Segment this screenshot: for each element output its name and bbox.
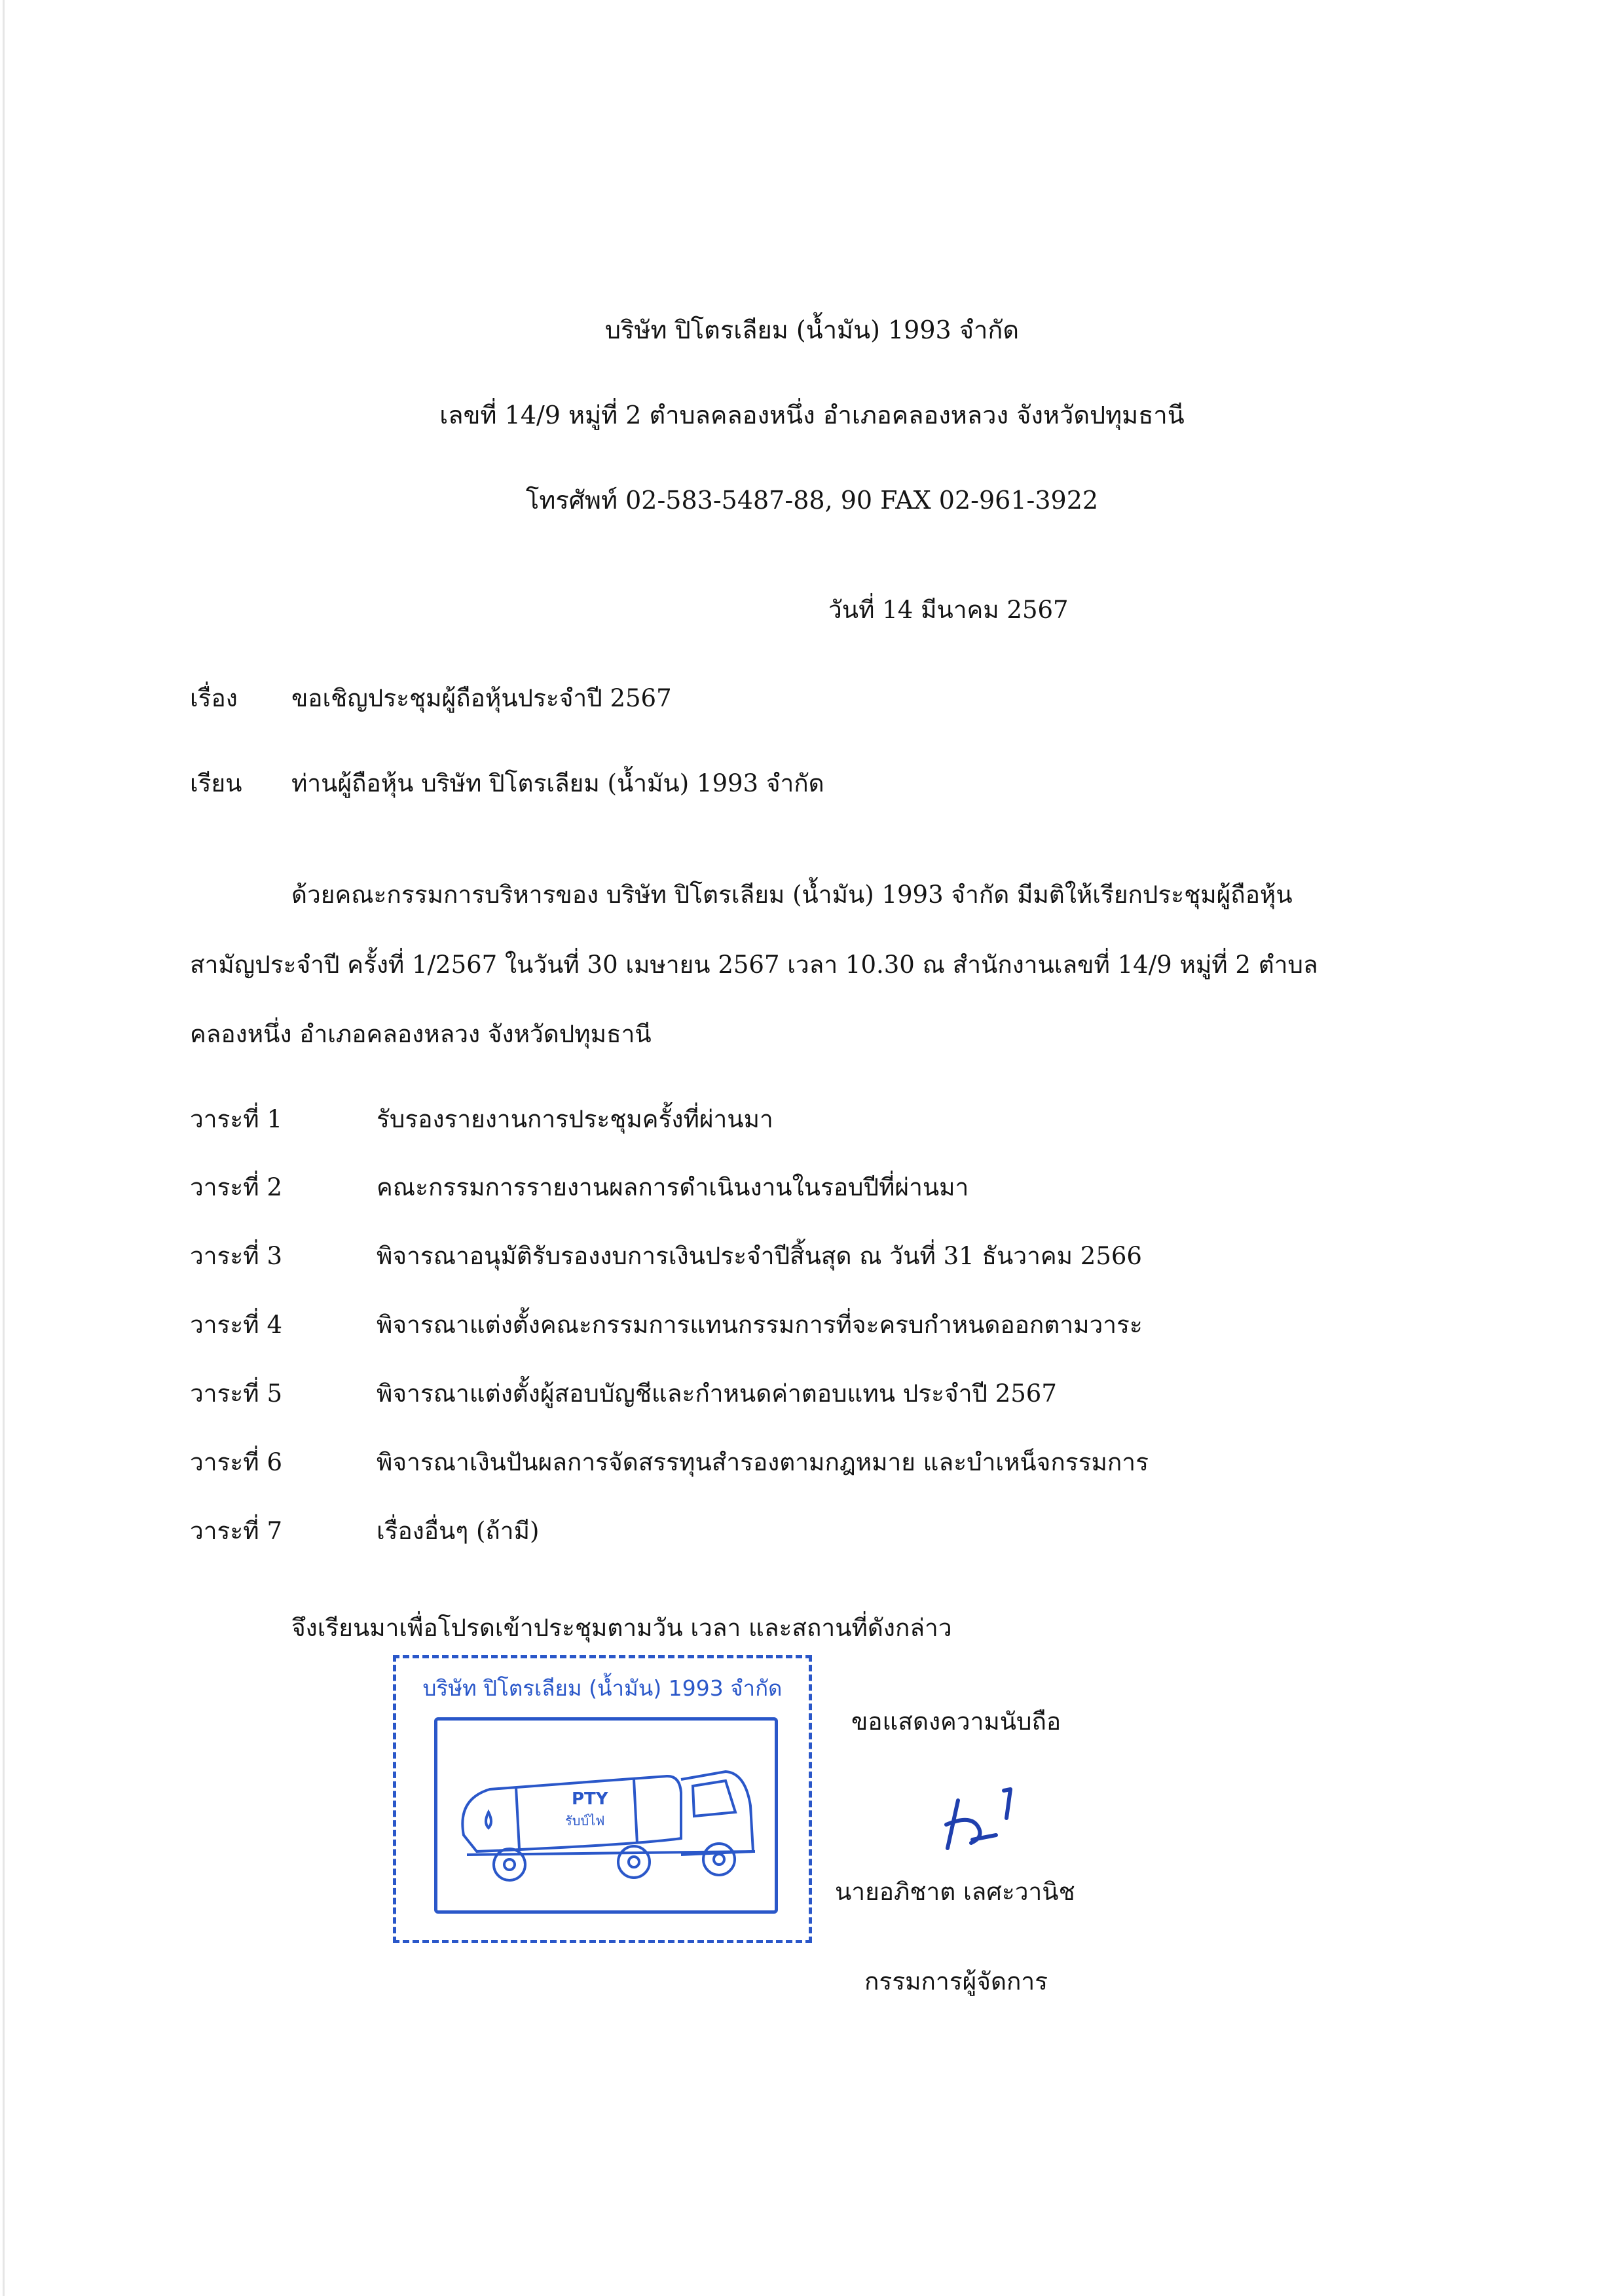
agenda-item — [0, 1448, 1624, 1481]
stamp-truck-logo: PTY — [572, 1789, 608, 1809]
agenda-number: วาระที่ 2 — [190, 1173, 282, 1201]
body-line-1: ด้วยคณะกรรมการบริหารของ บริษัท ปิโตรเลียม (น้ำมัน) 1993 จำกัด มีมติให้เรียกประชุมผู้ถือหุ้น — [291, 881, 1293, 909]
stamp-truck-frame — [434, 1717, 778, 1914]
agenda-number: วาระที่ 7 — [190, 1517, 282, 1545]
subject-label: เรื่อง — [190, 684, 238, 712]
agenda-number: วาระที่ 5 — [190, 1379, 282, 1408]
agenda-text: พิจารณาเงินปันผลการจัดสรรทุนสำรองตามกฎหมาย และบำเหน็จกรรมการ — [377, 1448, 1149, 1476]
subject-text: ขอเชิญประชุมผู้ถือหุ้นประจำปี 2567 — [291, 684, 672, 712]
agenda-item — [0, 1379, 1624, 1412]
signer-title: กรรมการผู้จัดการ — [864, 1967, 1048, 1995]
recipient-text: ท่านผู้ถือหุ้น บริษัท ปิโตรเลียม (น้ำมัน) 1993 จำกัด — [291, 769, 824, 797]
stamp-company-name: บริษัท ปิโตรเลียม (น้ำมัน) 1993 จำกัด — [422, 1675, 783, 1701]
signer-name: นายอภิชาต เลศะวานิช — [835, 1878, 1075, 1906]
recipient-label: เรียน — [190, 769, 242, 797]
tanker-truck-icon — [437, 1721, 775, 1910]
agenda-text: พิจารณาแต่งตั้งผู้สอบบัญชีและกำหนดค่าตอบแทน ประจำปี 2567 — [377, 1379, 1057, 1408]
agenda-number: วาระที่ 3 — [190, 1242, 282, 1270]
body-line-2: สามัญประจำปี ครั้งที่ 1/2567 ในวันที่ 30 เมษายน 2567 เวลา 10.30 ณ สำนักงานเลขที่ 14/9 หมู่ที่ 2 ตำบล — [190, 951, 1318, 979]
company-name: บริษัท ปิโตรเลียม (น้ำมัน) 1993 จำกัด — [604, 316, 1020, 344]
body-line-3: คลองหนึ่ง อำเภอคลองหลวง จังหวัดปทุมธานี — [190, 1020, 652, 1048]
company-stamp — [393, 1655, 812, 1943]
regards-text: ขอแสดงความนับถือ — [851, 1707, 1061, 1736]
agenda-text: พิจารณาแต่งตั้งคณะกรรมการแทนกรรมการที่จะครบกำหนดออกตามวาระ — [377, 1311, 1143, 1339]
agenda-number: วาระที่ 1 — [190, 1105, 282, 1133]
agenda-text: รับรองรายงานการประชุมครั้งที่ผ่านมา — [377, 1105, 773, 1133]
agenda-text: เรื่องอื่นๆ (ถ้ามี) — [377, 1517, 540, 1545]
agenda-text: พิจารณาอนุมัติรับรองงบการเงินประจำปีสิ้นสุด ณ วันที่ 31 ธันวาคม 2566 — [377, 1242, 1142, 1270]
agenda-number: วาระที่ 6 — [190, 1448, 282, 1476]
letter-date: วันที่ 14 มีนาคม 2567 — [828, 596, 1069, 624]
stamp-truck-subtext: รับบ์ไฟ — [565, 1813, 605, 1829]
agenda-item — [0, 1311, 1624, 1343]
agenda-item — [0, 1242, 1624, 1275]
handwritten-signature — [933, 1777, 1064, 1869]
company-address: เลขที่ 14/9 หมู่ที่ 2 ตำบลคลองหนึ่ง อำเภอคลองหลวง จังหวัดปทุมธานี — [439, 401, 1185, 429]
agenda-text: คณะกรรมการรายงานผลการดำเนินงานในรอบปีที่ผ่านมา — [377, 1173, 969, 1201]
agenda-number: วาระที่ 4 — [190, 1311, 282, 1339]
agenda-item — [0, 1173, 1624, 1206]
closing-line: จึงเรียนมาเพื่อโปรดเข้าประชุมตามวัน เวลา และสถานที่ดังกล่าว — [291, 1614, 952, 1642]
agenda-item — [0, 1517, 1624, 1550]
agenda-item — [0, 1105, 1624, 1138]
company-phone: โทรศัพท์ 02-583-5487-88, 90 FAX 02-961-3922 — [525, 486, 1099, 515]
